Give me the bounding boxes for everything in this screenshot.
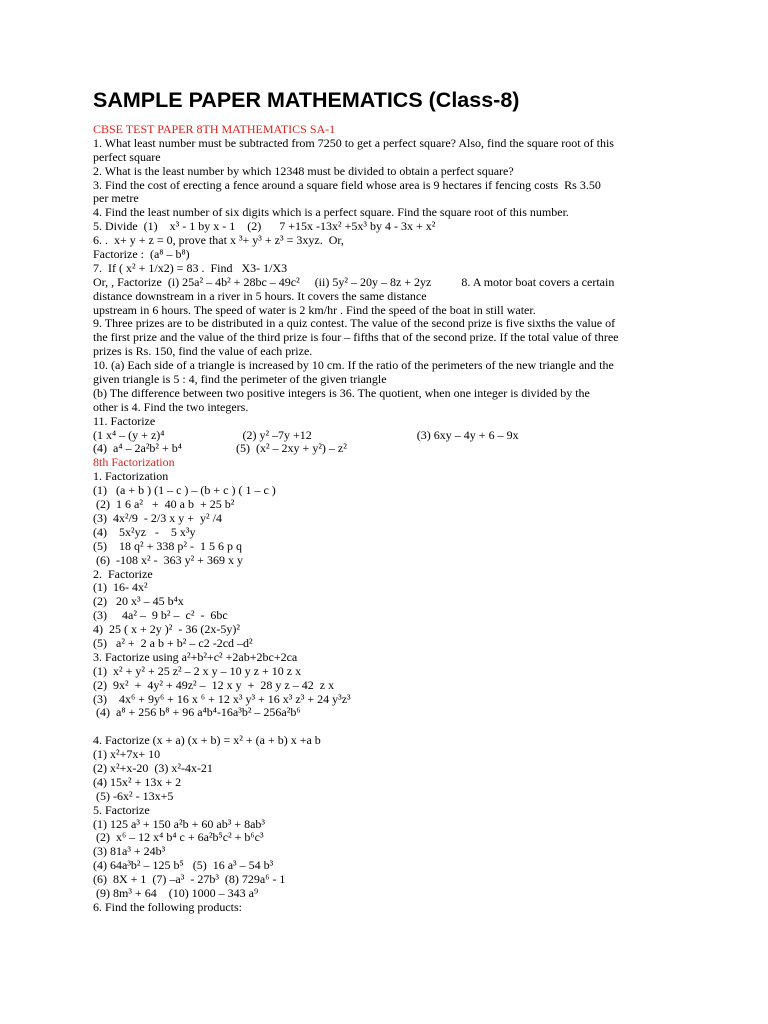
- text-line: (1) 16- 4x²: [93, 580, 148, 595]
- text-line: given triangle is 5 : 4, find the perimeter of the given triangle: [93, 372, 387, 387]
- text-line: 9. Three prizes are to be distributed in a quiz contest. The value of the second prize is five sixths the value of: [93, 316, 616, 331]
- text-line: prizes is Rs. 150, find the value of each prize.: [93, 344, 313, 359]
- text-line: (1) 125 a³ + 150 a²b + 60 ab³ + 8ab³: [93, 816, 265, 831]
- text-line: 3. Factorize using a²+b²+c² +2ab+2bc+2ca: [93, 649, 298, 664]
- text-line: distance downstream in a river in 5 hours. It covers the same distance: [93, 288, 427, 303]
- text-line: (9) 8m³ + 64 (10) 1000 – 343 a⁹: [93, 885, 259, 900]
- text-line: (3) 4x²/9 - 2/3 x y + y² /4: [93, 510, 222, 525]
- text-line: 2. Factorize: [93, 566, 153, 581]
- text-line: Or, , Factorize (i) 25a² – 4b² + 28bc – 49c² (ii) 5y² – 20y – 8z + 2yz 8. A motor boat covers a certain: [93, 274, 615, 289]
- text-line: 4. Find the least number of six digits which is a perfect square. Find the square root of this number.: [93, 205, 569, 220]
- text-line: 1. Factorization: [93, 469, 169, 484]
- text-line: (2) x²+x-20 (3) x²-4x-21: [93, 760, 213, 775]
- text-line: 1. What least number must be subtracted from 7250 to get a perfect square? Also, find the square root of this: [93, 135, 614, 150]
- text-line: (4) a⁸ + 256 b⁸ + 96 a⁴b⁴-16a³b² – 256a²b⁶: [93, 705, 301, 720]
- page-title: SAMPLE PAPER MATHEMATICS (Class-8): [93, 88, 520, 112]
- question-block-c: [93, 734, 668, 915]
- text-line: (3) 4a² – 9 b² – c² - 6bc: [93, 608, 228, 623]
- text-line: (4) 5x²yz - 5 x³y: [93, 524, 196, 539]
- text-line: Factorize : (a⁸ – b⁸): [93, 247, 190, 262]
- text-line: upstream in 6 hours. The speed of water is 2 km/hr . Find the speed of the boat in still water.: [93, 302, 536, 317]
- question-block-a: [93, 137, 668, 456]
- section-heading-cbse: CBSE TEST PAPER 8TH MATHEMATICS SA-1: [93, 122, 336, 136]
- text-line: (1) (a + b ) (1 – c ) – (b + c ) ( 1 – c ): [93, 483, 276, 498]
- text-line: 4) 25 ( x + 2y )² - 36 (2x-5y)²: [93, 622, 240, 637]
- text-line: (1) x²+7x+ 10: [93, 747, 161, 762]
- text-line: 7. If ( x² + 1/x2) = 83 . Find X3- 1/X3: [93, 260, 288, 275]
- section-heading-factorization: 8th Factorization: [93, 455, 175, 470]
- text-line: 6. Find the following products:: [93, 899, 242, 914]
- text-line: 10. (a) Each side of a triangle is increased by 10 cm. If the ratio of the perimeters of the new triangle and the: [93, 358, 614, 373]
- question-block-b: [93, 470, 668, 720]
- text-line: (2) 9x² + 4y² + 49z² – 12 x y + 28 y z – 42 z x: [93, 677, 335, 692]
- text-line: other is 4. Find the two integers.: [93, 399, 249, 414]
- text-line: (1 x⁴ – (y + z)⁴ (2) y² –7y +12 (3) 6xy – 4y + 6 – 9x: [93, 427, 519, 442]
- text-line: (5) 18 q² + 338 p² - 1 5 6 p q: [93, 538, 242, 553]
- text-line: (3) 4x⁶ + 9y⁶ + 16 x ⁶ + 12 x³ y³ + 16 x³ z³ + 24 y³z³: [93, 691, 351, 706]
- text-line: (4) 64a³b² – 125 b⁵ (5) 16 a³ – 54 b³: [93, 858, 274, 873]
- text-line: (6) -108 x² - 363 y² + 369 x y: [93, 552, 243, 567]
- text-line: (5) a² + 2 a b + b² – c2 -2cd –d²: [93, 635, 253, 650]
- text-line: (2) 1 6 a² + 40 a b + 25 b²: [93, 497, 235, 512]
- text-line: 11. Factorize: [93, 413, 156, 428]
- blank-line: [93, 720, 668, 734]
- text-line: (3) 81a³ + 24b³: [93, 844, 166, 859]
- text-line: (4) 15x² + 13x + 2: [93, 774, 182, 789]
- text-line: 2. What is the least number by which 12348 must be divided to obtain a perfect square?: [93, 163, 514, 178]
- text-line: 5. Factorize: [93, 802, 150, 817]
- text-line: 4. Factorize (x + a) (x + b) = x² + (a + b) x +a b: [93, 733, 321, 748]
- text-line: (4) a⁴ – 2a²b² + b⁴ (5) (x² – 2xy + y²) – z²: [93, 441, 347, 456]
- text-line: (2) x⁶ – 12 x⁴ b⁴ c + 6a²b⁵c² + b⁶c³: [93, 830, 264, 845]
- text-line: (6) 8X + 1 (7) –a³ - 27b³ (8) 729a⁶ - 1: [93, 872, 286, 887]
- text-line: (2) 20 x³ – 45 b⁴x: [93, 594, 184, 609]
- text-line: 5. Divide (1) x³ - 1 by x - 1 (2) 7 +15x -13x² +5x³ by 4 - 3x + x²: [93, 219, 436, 234]
- text-line: the first prize and the value of the third prize is four – fifths that of the second prize. If the total value of three: [93, 330, 619, 345]
- text-line: (b) The difference between two positive integers is 36. The quotient, when one integer is divided by the: [93, 385, 590, 400]
- text-line: per metre: [93, 191, 139, 206]
- text-line: (5) -6x² - 13x+5: [93, 788, 174, 803]
- text-line: (1) x² + y² + 25 z² – 2 x y – 10 y z + 10 z x: [93, 663, 302, 678]
- document-body: [93, 123, 668, 915]
- text-line: 3. Find the cost of erecting a fence around a square field whose area is 9 hectares if fencing costs Rs 3.50: [93, 177, 601, 192]
- text-line: 6. . x+ y + z = 0, prove that x ³+ y³ + z³ = 3xyz. Or,: [93, 233, 344, 248]
- text-line: perfect square: [93, 149, 161, 164]
